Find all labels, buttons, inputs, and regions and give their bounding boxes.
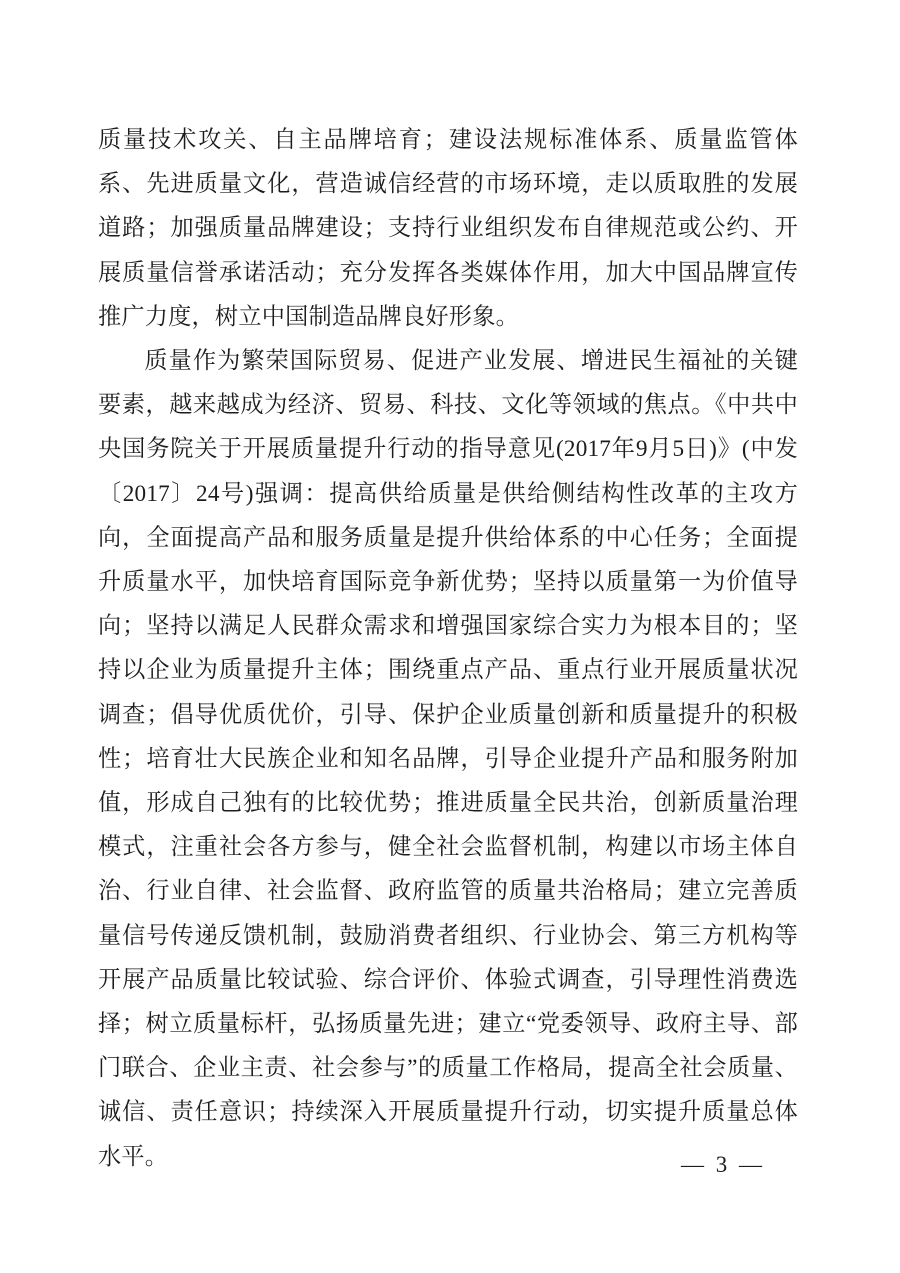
page-number: — 3 —	[681, 1152, 765, 1177]
document-body	[98, 118, 798, 1179]
paragraph-continuation: 质量技术攻关、自主品牌培育；建设法规标准体系、质量监管体系、先进质量文化，营造诚信经营的市场环境，走以质取胜的发展道路；加强质量品牌建设；支持行业组织发布自律规范或公约、开展质量信誉承诺活动；充分发挥各类媒体作用，加大中国品牌宣传推广力度，树立中国制造品牌良好形象。	[98, 127, 798, 330]
paragraph-quality-importance: 质量作为繁荣国际贸易、促进产业发展、增进民生福祉的关键要素，越来越成为经济、贸易、科技、文化等领域的焦点。《中共中央国务院关于开展质量提升行动的指导意见(2017年9月5日)》(中发〔2017〕24号)强调：提高供给质量是供给侧结构性改革的主攻方向，全面提高产品和服务质量是提升供给体系的中心任务；全面提升质量水平，加快培育国际竞争新优势；坚持以质量第一为价值导向；坚持以满足人民群众需求和增强国家综合实力为根本目的；坚持以企业为质量提升主体；围绕重点产品、重点行业开展质量状况调查；倡导优质优价，引导、保护企业质量创新和质量提升的积极性；培育壮大民族企业和知名品牌，引导企业提升产品和服务附加值，形成自己独有的比较优势；推进质量全民共治，创新质量治理模式，注重社会各方参与，健全社会监督机制，构建以市场主体自治、行业自律、社会监督、政府监管的质量共治格局；建立完善质量信号传递反馈机制，鼓励消费者组织、行业协会、第三方机构等开展产品质量比较试验、综合评价、体验式调查，引导理性消费选择；树立质量标杆，弘扬质量先进；建立“党委领导、政府主导、部门联合、企业主责、社会参与”的质量工作格局，提高全社会质量、诚信、责任意识；持续深入开展质量提升行动，切实提升质量总体水平。	[98, 348, 798, 1170]
